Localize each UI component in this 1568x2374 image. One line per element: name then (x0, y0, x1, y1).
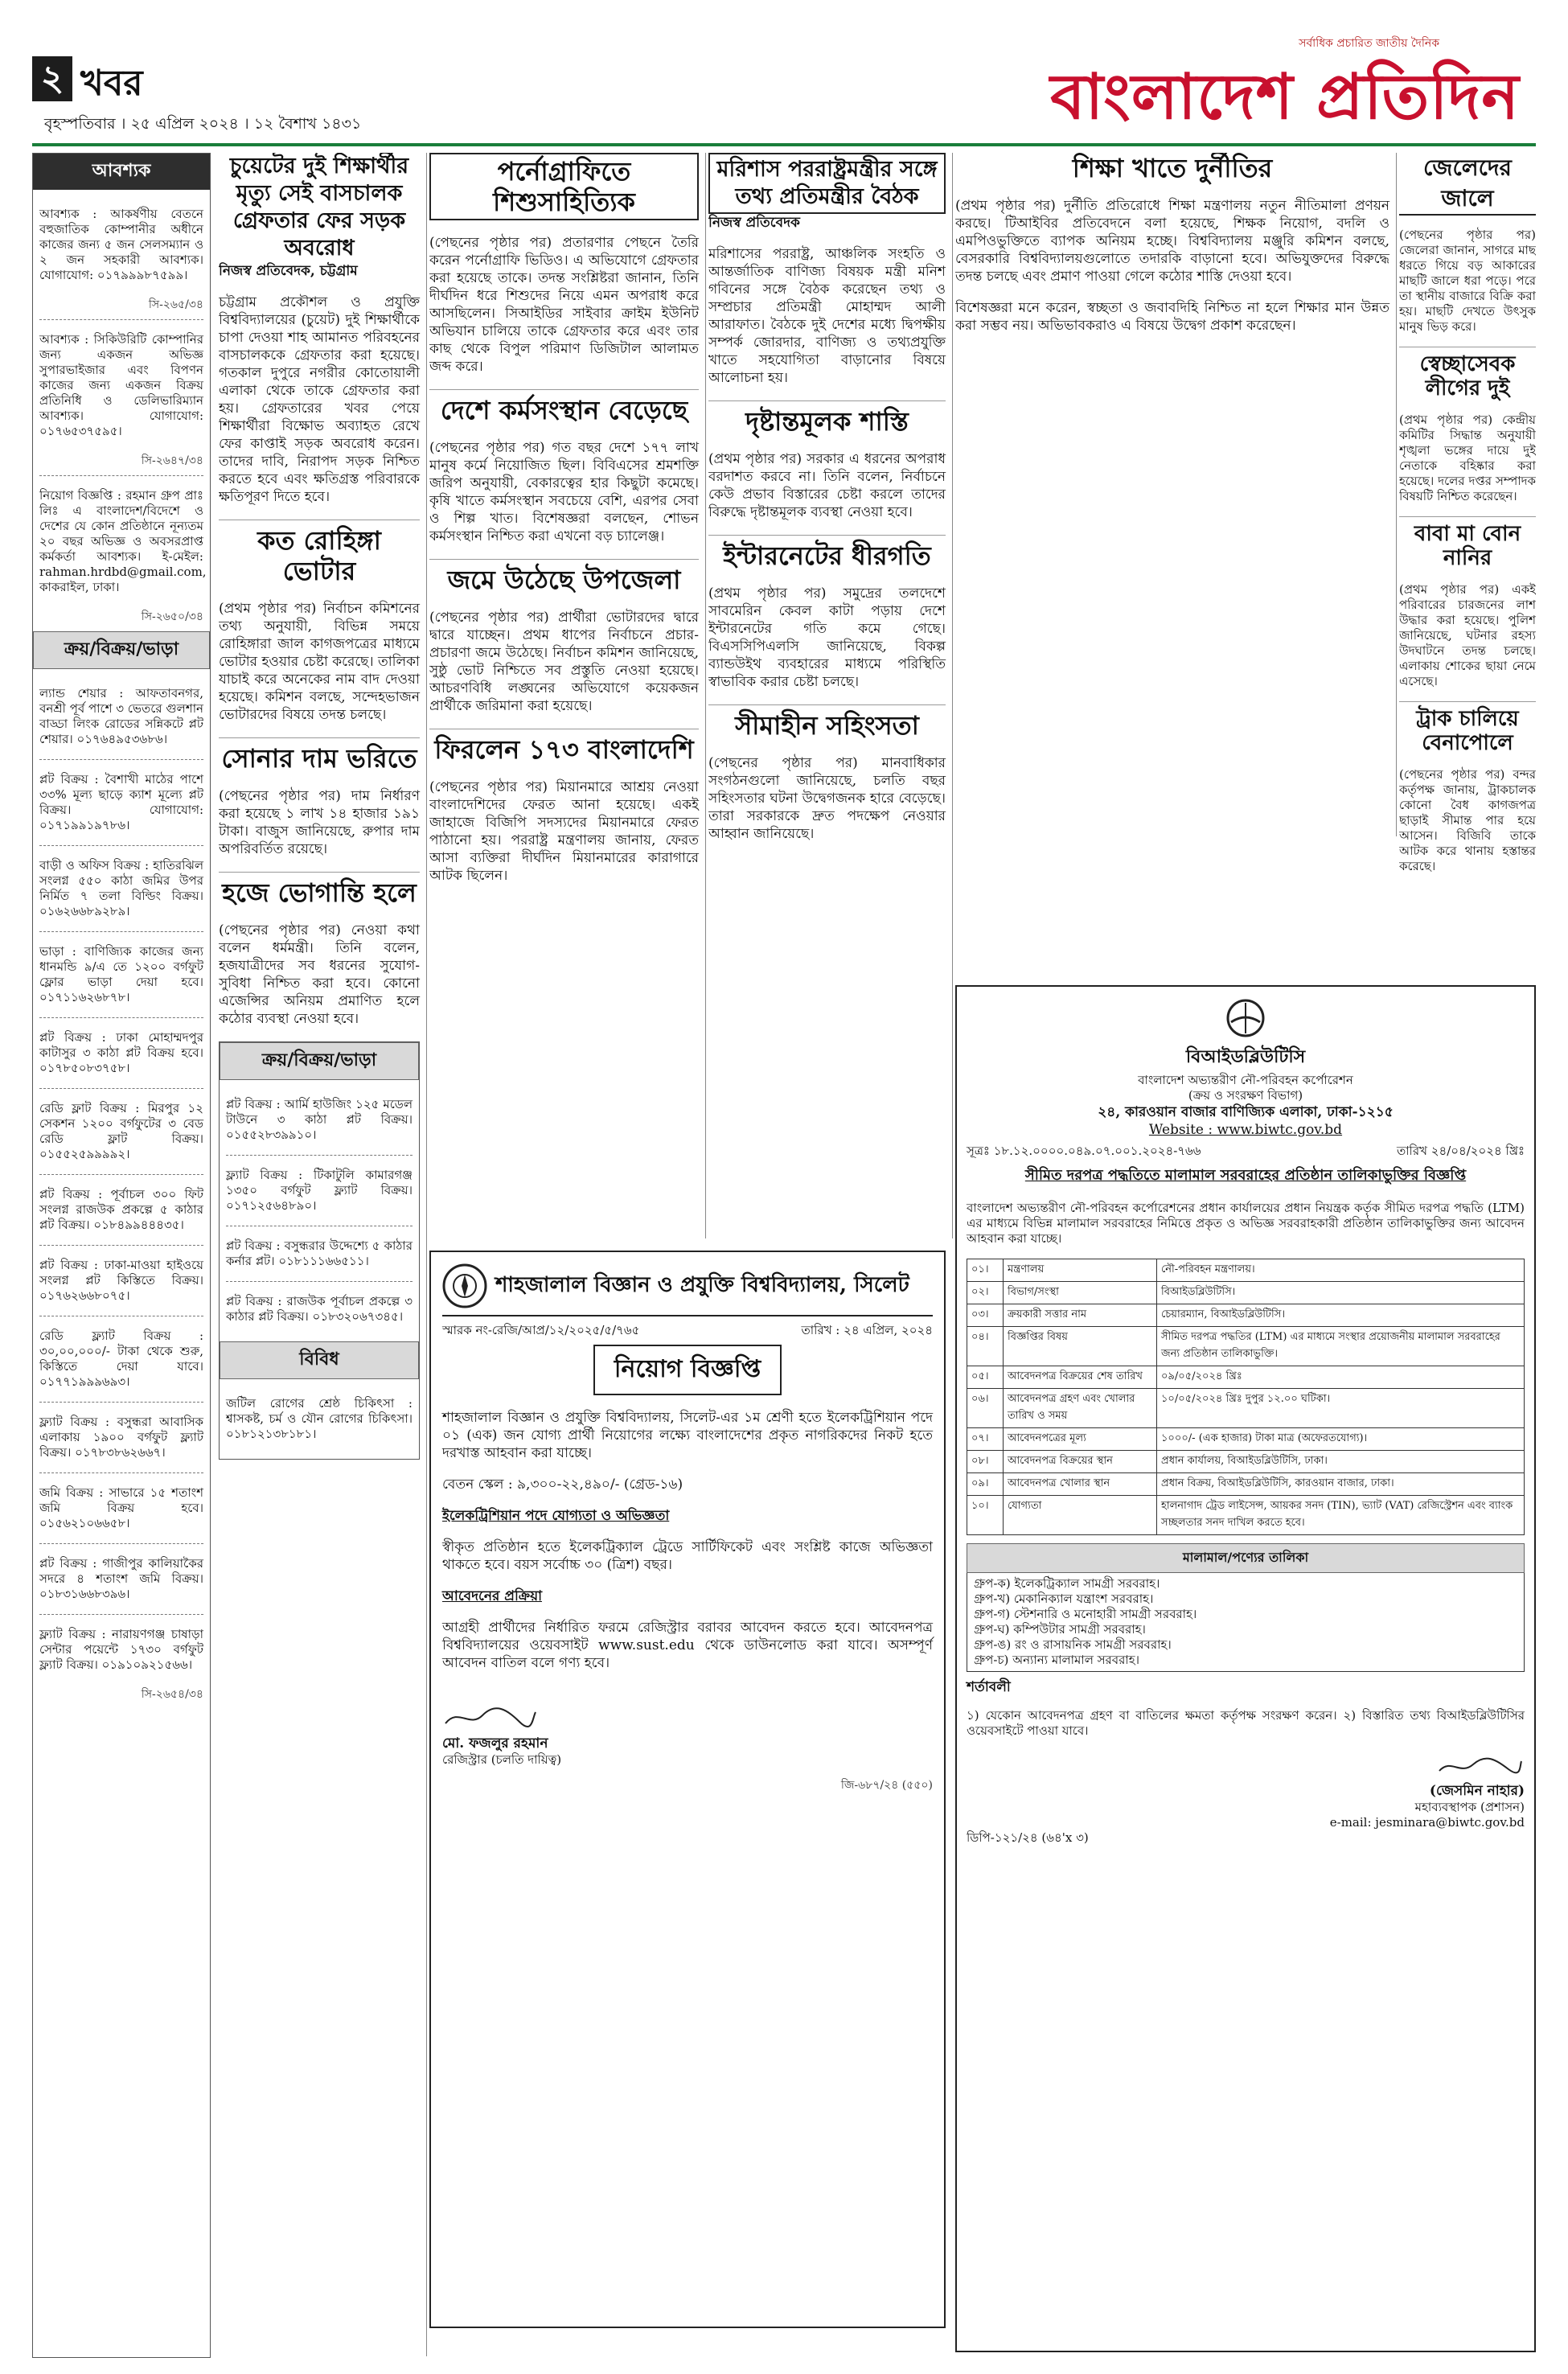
headline: শিক্ষা খাতে দুর্নীতির (1072, 153, 1273, 183)
tender-info-value: সীমিত দরপত্র পদ্ধতির (LTM) এর মাধ্যমে সংস্থার প্রয়োজনীয় মালামাল সরবরাহের জন্য প্রতিষ্ঠান তালিকাভুক্তি। (1157, 1327, 1525, 1366)
apply-body: আগ্রহী প্রার্থীদের নির্ধারিত ফরমে রেজিস্ট্রার বরাবর আবেদন করতে হবে। আবেদনপত্র বিশ্ববিদ্যালয়ের ওয়েবসাইট www.sust.edu থেকে ডাউনলোড করা যাবে। অসম্পূর্ণ আবেদন বাতিল বলে গণ্য হবে। (442, 1620, 933, 1671)
tender-info-row (967, 1428, 1525, 1451)
tender-info-row (967, 1473, 1525, 1496)
headline: জমে উঠেছে উপজেলা (429, 559, 699, 595)
tender-info-no: ০৭। (967, 1428, 1004, 1451)
article-body: (প্রথম পৃষ্ঠার পর) সমুদ্রের তলদেশে সাবমেরিন কেবল কাটা পড়ায় দেশে ইন্টারনেটের গতি কমে গেছে। বিএসসিপিএলসি জানিয়েছে, বিকল্প ব্যান্ডউইথ ব্যবহারের মাধ্যমে পরিস্থিতি স্বাভাবিক করার চেষ্টা চলছে। (708, 585, 946, 690)
classified-item: প্লট বিক্রয় : পূর্বাচল ৩০০ ফিট সংলগ্ন রাজউক প্রকল্পে ৫ কাঠার প্লট বিক্রয়। ০১৮৪৯৯৪৪৪৩৫। (39, 1187, 203, 1232)
notes-body: ১) যেকোন আবেদনপত্র গ্রহণ বা বাতিলের ক্ষমতা কর্তৃপক্ষ সংরক্ষণ করেন। ২) বিস্তারিত তথ্য বিআইডব্লিউটিসির ওয়েবসাইটে পাওয়া যাবে। (967, 1708, 1525, 1738)
classified-item: প্লট বিক্রয় : রাজউক পূর্বাচল প্রকল্পে ৩ কাঠার প্লট বিক্রয়। ০১৮৩২০৬৭৩৪৫। (226, 1294, 413, 1324)
headline: সোনার দাম ভরিতে (219, 737, 420, 774)
classified-needed-header: আবশ্যক (33, 154, 210, 190)
classified-item: ভাড়া : বাণিজ্যিক কাজের জন্য ধানমন্ডি ৯/এ তে ১২০০ বর্গফুট ফ্লোর ভাড়া দেয়া হবে। ০১৭১১৬২৬৮৭৮। (39, 944, 203, 1004)
classified-column (32, 153, 211, 2358)
goods-item: গ্রুপ-ক) ইলেকট্রিক্যাল সামগ্রী সরবরাহ। (974, 1576, 1160, 1591)
article-body: (প্রথম পৃষ্ঠার পর) নির্বাচন কমিশনের তথ্য অনুযায়ী, বিভিন্ন সময়ে রোহিঙ্গারা জাল কাগজপত্রের মাধ্যমে ভোটার হওয়ার চেষ্টা করেছে। তালিকা যাচাই করে অনেকের নাম বাদ দেওয়া হয়েছে। কমিশন বলছে, সন্দেহভাজন ভোটারদের বিষয়ে তদন্ত চলছে। (219, 601, 420, 723)
ad-date: তারিখ : ২৪ এপ্রিল, ২০২৪ (801, 1323, 933, 1337)
tender-info-row (967, 1259, 1525, 1282)
article-body: (পেছনের পৃষ্ঠার পর) জেলেরা জানান, সাগরে মাছ ধরতে গিয়ে বড় আকারের মাছটি জালে ধরা পড়ে। পরে তা স্থানীয় বাজারে বিক্রি করা হয়। মাছটি দেখতে উৎসুক মানুষ ভিড় করে। (1399, 228, 1536, 334)
tender-info-label: যোগ্যতা (1004, 1496, 1157, 1535)
tender-info-no: ০১। (967, 1259, 1004, 1282)
classified-item: আবশ্যক : সিকিউরিটি কোম্পানির জন্য একজন অভিজ্ঞ সুপারভাইজার এবং বিপণন কাজের জন্য একজন বিক্রয় প্রতিনিধি ও ডেলিভারিম্যান আবশ্যক। যোগাযোগ: ০১৭৬৫৩৭৫৯৫। (39, 332, 203, 438)
qualification-title: ইলেকট্রিশিয়ান পদে যোগ্যতা ও অভিজ্ঞতা (442, 1508, 670, 1524)
goods-header: মালামাল/পণ্যের তালিকা (967, 1543, 1525, 1573)
ad-intro: বাংলাদেশ অভ্যন্তরীণ নৌ-পরিবহন কর্পোরেশনের প্রধান কার্যালয়ের প্রধান নিয়ন্ত্রক কর্তৃক সীমিত দরপত্র পদ্ধতি (LTM) এর মাধ্যমে বিভিন্ন মালামাল সরবরাহের নিমিত্তে প্রকৃত ও অভিজ্ঞ সরবরাহকারী প্রতিষ্ঠান তালিকাভুক্তির জন্য আবেদন আহবান করা যাচ্ছে। (967, 1201, 1525, 1246)
tender-info-value: ১০/০৫/২০২৪ খ্রিঃ দুপুর ১২.০০ ঘটিকা। (1157, 1389, 1525, 1428)
headline: কত রোহিঙ্গা ভোটার (219, 520, 420, 586)
article-body: (পেছনের পৃষ্ঠার পর) দাম নির্ধারণ করা হয়েছে ১ লাখ ১৪ হাজার ১৯১ টাকা। বাজুস জানিয়েছে, রুপার দাম অপরিবর্তিত রয়েছে। (219, 788, 420, 857)
classified-ref: সি-২৬৫০/৩৪ (141, 610, 203, 623)
tender-info-row (967, 1366, 1525, 1389)
tender-info-row (967, 1304, 1525, 1327)
org-name: বিআইডব্লিউটিসি (1185, 1046, 1306, 1067)
headline: মরিশাস পররাষ্ট্রমন্ত্রীর সঙ্গে তথ্য প্রতিমন্ত্রীর বৈঠক (708, 153, 946, 214)
tender-info-no: ০৫। (967, 1366, 1004, 1389)
article-body: (প্রথম পৃষ্ঠার পর) একই পরিবারের চারজনের লাশ উদ্ধার করা হয়েছে। পুলিশ জানিয়েছে, ঘটনার রহস্য উদঘাটনে তদন্ত চলছে। এলাকায় শোকের ছায়া নেমে এসেছে। (1399, 582, 1536, 688)
ad-title: নিয়োগ বিজ্ঞপ্তি (593, 1345, 782, 1395)
tender-info-label: আবেদনপত্র বিক্রয়ের স্থান (1004, 1451, 1157, 1473)
notes-header: শর্তাবলী (967, 1679, 1011, 1695)
tender-info-value: বিআইডব্লিউটিসি। (1157, 1282, 1525, 1304)
news-column-2 (219, 153, 427, 2356)
signatory-title: রেজিস্ট্রার (চলতি দায়িত্ব) (442, 1752, 562, 1767)
tender-info-value: ১০০০/- (এক হাজার) টাকা মাত্র (অফেরতযোগ্য)। (1157, 1428, 1525, 1451)
classified-item: জমি বিক্রয় : সাভারে ১৫ শতাংশ জমি বিক্রয় হবে। ০১৫৬২১০৬৬৫৮। (39, 1485, 203, 1530)
headline: স্বেচ্ছাসেবক লীগের দুই (1399, 347, 1536, 400)
signatory-title: মহাব্যবস্থাপক (প্রশাসন) (1414, 1800, 1525, 1814)
article-body: বিশেষজ্ঞরা মনে করেন, স্বচ্ছতা ও জবাবদিহি নিশ্চিত না হলে শিক্ষার মান উন্নত করা সম্ভব নয়। অভিভাবকরাও এ বিষয়ে উদ্বেগ প্রকাশ করেছেন। (955, 300, 1389, 334)
sust-job-ad (429, 1251, 946, 2328)
tender-info-no: ০২। (967, 1282, 1004, 1304)
goods-item: গ্রুপ-চ) অন্যান্য মালামাল সরবরাহ। (974, 1653, 1140, 1667)
classified-item: ফ্ল্যাট বিক্রয় : টিকাটুলি কামারগঞ্জ ১৩৫০ বর্গফুট ফ্ল্যাট বিক্রয়। ০১৭১২৫৬৪৮৯০। (226, 1168, 413, 1213)
headline: দেশে কর্মসংস্থান বেড়েছে (429, 389, 699, 425)
article-body: (পেছনের পৃষ্ঠার পর) গত বছর দেশে ১৭৭ লাখ মানুষ কর্মে নিয়োজিত ছিল। বিবিএসের শ্রমশক্তি জরিপ অনুযায়ী, বেকারত্বের হার কিছুটা কমেছে। কৃষি খাতে কর্মসংস্থান সবচেয়ে বেশি, এরপর সেবা ও শিল্প খাত। বিশেষজ্ঞরা বলছেন, শোভন কর্মসংস্থান নিশ্চিত করা এখনো বড় চ্যালেঞ্জ। (429, 440, 699, 544)
tender-info-no: ০৪। (967, 1327, 1004, 1366)
university-name: শাহজালাল বিজ্ঞান ও প্রযুক্তি বিশ্ববিদ্যালয়, সিলেট (495, 1273, 909, 1297)
signature-icon (442, 1704, 539, 1731)
article-body: (পেছনের পৃষ্ঠার পর) প্রতারণার পেছনে তৈরি করেন পর্নোগ্রাফি ভিডিও। এ অভিযোগে গ্রেফতার করা হয়েছে তাকে। তদন্ত সংশ্লিষ্টরা জানান, তিনি দীর্ঘদিন ধরে শিশুদের নিয়ে এমন অপরাধ করে আসছিলেন। সিআইডির সাইবার ক্রাইম ইউনিট অভিযান চালিয়ে তাকে গ্রেফতার করে এবং তার কাছ থেকে বিপুল পরিমাণ ডিজিটাল আলামত জব্দ করে। (429, 235, 699, 375)
classified-item: প্লট বিক্রয় : আর্মি হাউজিং ১২৫ মডেল টাউনে ৩ কাঠা প্লট বিক্রয়। ০১৫৫২৮৩৯৯১০। (226, 1097, 413, 1142)
article-body: (প্রথম পৃষ্ঠার পর) সরকার এ ধরনের অপরাধ বরদাশত করবে না। তিনি বলেন, নির্বাচনে কেউ প্রভাব বিস্তারের চেষ্টা করলে তাদের বিরুদ্ধে দৃষ্টান্তমূলক ব্যবস্থা নেওয়া হবে। (708, 451, 946, 520)
classified-item: জটিল রোগের শ্রেষ্ঠ চিকিৎসা : শ্বাসকষ্ট, চর্ম ও যৌন রোগের চিকিৎসা। ০১৮১২১৩৮১৮১। (226, 1396, 413, 1441)
headline: জেলেদের জালে (1399, 153, 1536, 216)
byline: নিজস্ব প্রতিবেদক (708, 215, 800, 231)
headline: সীমাহীন সহিংসতা (708, 704, 946, 741)
org-website[interactable]: Website : www.biwtc.gov.bd (1148, 1122, 1343, 1138)
headline: দৃষ্টান্তমূলক শাস্তি (708, 400, 946, 437)
classified-item: প্লট বিক্রয় : বসুন্ধরার উদ্দেশ্যে ৫ কাঠার কর্নার প্লট। ০১৮১১১৬৬৫১১। (226, 1238, 413, 1268)
classified-item: প্লট বিক্রয় : ঢাকা-মাওয়া হাইওয়ে সংলগ্ন প্লট কিস্তিতে বিক্রয়। ০১৭৬২৬৬৮০৭৫। (39, 1258, 203, 1303)
tender-info-row (967, 1496, 1525, 1535)
article-body: (প্রথম পৃষ্ঠার পর) কেন্দ্রীয় কমিটির সিদ্ধান্ত অনুযায়ী শৃঙ্খলা ভঙ্গের দায়ে দুই নেতাকে বহিষ্কার করা হয়েছে। দলের দপ্তর সম্পাদক বিষয়টি নিশ্চিত করেছেন। (1399, 413, 1536, 503)
signature-icon (1436, 1755, 1525, 1779)
tender-info-label: বিজ্ঞপ্তির বিষয় (1004, 1327, 1157, 1366)
tender-info-value: চেয়ারম্যান, বিআইডব্লিউটিসি। (1157, 1304, 1525, 1327)
page-number: ২ (32, 56, 72, 101)
headline: চুয়েটের দুই শিক্ষার্থীর মৃত্যু সেই বাসচালক গ্রেফতার ফের সড়ক অবরোধ (229, 154, 409, 261)
article-body: (প্রথম পৃষ্ঠার পর) দুর্নীতি প্রতিরোধে শিক্ষা মন্ত্রণালয় নতুন নীতিমালা প্রণয়ন করছে। টিআইবির প্রতিবেদনে বলা হয়েছে, শিক্ষক নিয়োগ, বদলি ও এমপিওভুক্তিতে ব্যাপক অনিয়ম হচ্ছে। বিশ্ববিদ্যালয় মঞ্জুরি কমিশন বলছে, বেসরকারি বিশ্ববিদ্যালয়গুলোতে তদারকি বাড়ানো হবে। অভিযুক্তদের বিরুদ্ধে তদন্ত চলছে এবং প্রমাণ পাওয়া গেলে কঠোর শাস্তি দেওয়া হবে। (955, 198, 1389, 285)
classified-item: রেডি ফ্লাট বিক্রয় : মিরপুর ১২ সেকশন ১২০০ বর্গফুটের ৩ বেড রেডি ফ্লাট বিক্রয়। ০১৫৫২৫৯৯৯৯২। (39, 1101, 203, 1161)
tender-info-no: ১০। (967, 1496, 1004, 1535)
tender-info-label: আবেদনপত্র খোলার স্থান (1004, 1473, 1157, 1496)
ad-code: ডিপি-১২১/২৪ (৬৪'x ৩) (967, 1830, 1089, 1845)
news-column-5 (955, 153, 1397, 836)
classified-item: নিয়োগ বিজ্ঞপ্তি : রহমান গ্রুপ প্রাঃ লিঃ এ বাংলাদেশ/বিদেশে ও দেশের যে কোন প্রতিষ্ঠানে নূন্যতম ২০ বছর অভিজ্ঞ ও অবসরপ্রাপ্ত কর্মকর্তা আবশ্যক। ই-মেইল: rahman.hrdbd@gmail.com, কাকরাইল, ঢাকা। (39, 488, 207, 594)
tender-info-table (967, 1259, 1525, 1535)
tender-info-no: ০৯। (967, 1473, 1004, 1496)
tender-info-label: আবেদনপত্র বিক্রয়ের শেষ তারিখ (1004, 1366, 1157, 1389)
classified-misc-header: বিবিধ (220, 1341, 419, 1379)
news-column-3 (429, 153, 706, 1238)
apply-title: আবেদনের প্রক্রিয়া (442, 1588, 543, 1604)
ad-intro: শাহজালাল বিজ্ঞান ও প্রযুক্তি বিশ্ববিদ্যালয়, সিলেট-এর ১ম শ্রেণী হতে ইলেকট্রিশিয়ান পদে ০১ (এক) জন যোগ্য প্রার্থী নিয়োগের লক্ষ্যে বাংলাদেশের প্রকৃত নাগরিকদের নিকট হতে দরখাস্ত আহবান করা যাচ্ছে। (442, 1410, 933, 1461)
tender-info-label: আবেদনপত্রের মূল্য (1004, 1428, 1157, 1451)
tender-info-no: ০৩। (967, 1304, 1004, 1327)
newspaper-logo: বাংলাদেশ প্রতিদিন (1050, 60, 1520, 133)
memo-number: সূত্রঃ ১৮.১২.০০০০.০৪৯.০৭.০০১.২০২৪-৭৬৬ (967, 1144, 1201, 1158)
article-body: মরিশাসের পররাষ্ট্র, আঞ্চলিক সংহতি ও আন্তর্জাতিক বাণিজ্য বিষয়ক মন্ত্রী মনিশ গবিনের সঙ্গে বৈঠক করেছেন তথ্য ও সম্প্রচার প্রতিমন্ত্রী মোহাম্মদ আলী আরাফাত। বৈঠকে দুই দেশের মধ্যে দ্বিপক্ষীয় সম্পর্ক জোরদার, বাণিজ্য ও তথ্যপ্রযুক্তি খাতে সহযোগিতা বাড়ানোর বিষয়ে আলোচনা হয়। (708, 246, 946, 386)
classified-item: ল্যান্ড শেয়ার : আফতাবনগর, বনশ্রী পূর্ব পাশে ৩ ভেতরে গুলশান বাড্ডা লিংক রোডের সন্নিকটে প্লট শেয়ার। ০১৭৬৪৯৫৩৬৮৬। (39, 686, 203, 746)
dateline: বৃহস্পতিবার । ২৫ এপ্রিল ২০২৪ । ১২ বৈশাখ ১৪৩১ (44, 115, 362, 133)
article-body: (পেছনের পৃষ্ঠার পর) মানবাধিকার সংগঠনগুলো জানিয়েছে, চলতি বছর সহিংসতার ঘটনা উদ্বেগজনক হারে বেড়েছে। তারা সরকারকে দ্রুত পদক্ষেপ নেওয়ার আহ্বান জানিয়েছে। (708, 755, 946, 842)
headline: হজে ভোগান্তি হলে (219, 872, 420, 908)
classified-ref: সি-২৬৪৭/৩৪ (141, 454, 203, 467)
classified-item: বাড়ী ও অফিস বিক্রয় : হাতিরঝিল সংলগ্ন ৫৫০ কাঠা জমির উপর নির্মিত ৭ তলা বিল্ডিং বিক্রয়। ০১৬২৬৬৮৯২৮৯। (39, 858, 203, 918)
classified-item: প্লট বিক্রয় : বৈশাখী মাঠের পাশে ৩৩% মূল্য ছাড়ে ক্যাশ মূল্যে প্লট বিক্রয়। যোগাযোগ: ০১৭১৯৯১৯৭৮৬। (39, 772, 203, 832)
goods-item: গ্রুপ-খ) মেকানিক্যাল যন্ত্রাংশ সরবরাহ। (974, 1592, 1154, 1606)
article-body: (পেছনের পৃষ্ঠার পর) বন্দর কর্তৃপক্ষ জানায়, ট্রাকচালক কোনো বৈধ কাগজপত্র ছাড়াই সীমান্ত পার হয়ে আসেন। বিজিবি তাকে আটক করে থানায় হস্তান্তর করেছে। (1399, 767, 1536, 873)
memo-number: স্মারক নং-রেজি/আপ্র/১২/২০২৫/৫/৭৬৫ (442, 1323, 640, 1337)
page-section-label: খবর (80, 63, 143, 104)
biwtc-logo-icon (1224, 996, 1267, 1040)
classified-item: প্লট বিক্রয় : ঢাকা মোহাম্মদপুর কাটাসুর ৩ কাঠা প্লট বিক্রয় হবে। ০১৭৮৫০৮৩৭৫৮। (39, 1030, 203, 1075)
headline: ইন্টারনেটের ধীরগতি (708, 535, 946, 571)
classified-ref: সি-২৬৫/৩৪ (148, 298, 203, 311)
article-body: (পেছনের পৃষ্ঠার পর) প্রার্থীরা ভোটারদের দ্বারে দ্বারে যাচ্ছেন। প্রথম ধাপের নির্বাচনে প্রচার-প্রচারণা জমে উঠেছে। নির্বাচন কমিশন জানিয়েছে, সুষ্ঠু ভোট নিশ্চিতে সব প্রস্তুতি নেওয়া হয়েছে। আচরণবিধি লঙ্ঘনের অভিযোগে কয়েকজন প্রার্থীকে জরিমানা করা হয়েছে। (429, 610, 699, 714)
org-full-name: বাংলাদেশ অভ্যন্তরীণ নৌ-পরিবহন কর্পোরেশন (1138, 1073, 1353, 1087)
biwtc-tender-ad (955, 985, 1536, 2352)
article-body: (পেছনের পৃষ্ঠার পর) মিয়ানমারে আশ্রয় নেওয়া বাংলাদেশিদের ফেরত আনা হয়েছে। একই জাহাজে বিজিপি সদস্যদের মিয়ানমারে ফেরত পাঠানো হয়। পররাষ্ট্র মন্ত্রণালয় জানায়, ফেরত আসা ব্যক্তিরা দীর্ঘদিন মিয়ানমারের কারাগারে আটক ছিলেন। (429, 779, 699, 884)
ad-date: তারিখ ২৪/০৪/২০২৪ খ্রিঃ (1396, 1144, 1525, 1158)
classified-item: আবশ্যক : আকর্ষণীয় বেতনে বহুজাতিক কোম্পানীর অধীনে কাজের জন্য ৫ জন সেলসম্যান ও ২ জন সহকারী আবশ্যক। যোগাযোগ: ০১৭৯৯৯৮৭৫৯৯। (39, 207, 203, 282)
headline: বাবা মা বোন নানির (1399, 516, 1536, 570)
ad-code: জি-৬৮৭/২৪ (৫৫০) (840, 1779, 933, 1792)
university-seal-icon (442, 1263, 487, 1308)
headline: ট্রাক চালিয়ে বেনাপোলে (1399, 701, 1536, 755)
signatory-name: (জেসমিন নাহার) (1429, 1783, 1525, 1799)
classified-item: রেডি ফ্ল্যাট বিক্রয় : ৩০,০০,০০০/- টাকা থেকে শুরু, কিস্তিতে দেয়া যাবে। ০১৭৭১৯৯৯৬৯৩। (39, 1329, 203, 1389)
classified-box (219, 1041, 420, 1460)
salary-scale: বেতন স্কেল : ৯,৩০০-২২,৪৯০/- (গ্রেড-১৬) (442, 1477, 683, 1493)
classified-item: ফ্ল্যাট বিক্রয় : নারায়ণগঞ্জ চাষাড়া সেন্টার পয়েন্টে ১৭৩০ বর্গফুট ফ্ল্যাট বিক্রয়। ০১৯১০৯২১৫৬৬। (39, 1627, 203, 1672)
tender-info-label: ক্রয়কারী সত্তার নাম (1004, 1304, 1157, 1327)
qualification-body: স্বীকৃত প্রতিষ্ঠান হতে ইলেকট্রিক্যাল ট্রেডে সার্টিফিকেট এবং সংশ্লিষ্ট কাজে অভিজ্ঞতা থাকতে হবে। বয়স সর্বোচ্চ ৩০ (ত্রিশ) বছর। (442, 1539, 933, 1573)
article-body: (পেছনের পৃষ্ঠার পর) নেওয়া কথা বলেন ধর্মমন্ত্রী। তিনি বলেন, হজযাত্রীদের সব ধরনের সুযোগ-সুবিধা নিশ্চিত করা হবে। কোনো এজেন্সির অনিয়ম প্রমাণিত হলে কঠোর ব্যবস্থা নেওয়া হবে। (219, 922, 420, 1027)
ad-title: সীমিত দরপত্র পদ্ধতিতে মালামাল সরবরাহের প্রতিষ্ঠান তালিকাভুক্তির বিজ্ঞপ্তি (1024, 1167, 1467, 1184)
news-column-6 (1399, 153, 1536, 973)
signatory-name: মো. ফজলুর রহমান (442, 1735, 548, 1752)
tender-info-row (967, 1327, 1525, 1366)
tender-info-value: নৌ-পরিবহন মন্ত্রণালয়। (1157, 1259, 1525, 1282)
classified-ref: সি-২৬৫৪/৩৪ (141, 1688, 203, 1701)
tender-info-label: আবেদনপত্র গ্রহণ এবং খোলার তারিখ ও সময় (1004, 1389, 1157, 1428)
tender-info-row (967, 1282, 1525, 1304)
org-address: ২৪, কারওয়ান বাজার বাণিজ্যিক এলাকা, ঢাকা-১২১৫ (1098, 1104, 1394, 1120)
headline: পর্নোগ্রাফিতে শিশুসাহিত্যিক (429, 153, 699, 220)
goods-item: গ্রুপ-ঘ) কম্পিউটার সামগ্রী সরবরাহ। (974, 1622, 1146, 1637)
signatory-email[interactable]: e-mail: jesminara@biwtc.gov.bd (1329, 1815, 1525, 1830)
masthead-rule (32, 143, 1536, 146)
tender-info-value: প্রধান বিক্রয়, বিআইডব্লিউটিসি, কারওয়ান বাজার, ঢাকা। (1157, 1473, 1525, 1496)
headline: ফিরলেন ১৭৩ বাংলাদেশি (429, 729, 699, 765)
classified-sale-header: ক্রয়/বিক্রয়/ভাড়া (33, 631, 210, 669)
logo-tagline: সর্বাধিক প্রচারিত জাতীয় দৈনিক (1299, 37, 1439, 50)
tender-info-no: ০৬। (967, 1389, 1004, 1428)
tender-info-no: ০৮। (967, 1451, 1004, 1473)
tender-info-row (967, 1389, 1525, 1428)
classified-item: প্লট বিক্রয় : গাজীপুর কালিয়াকৈর সদরে ৪ শতাংশ জমি বিক্রয়। ০১৮৩১৬৬৮৩৯৬। (39, 1556, 203, 1601)
goods-item: গ্রুপ-গ) স্টেশনারি ও মনোহারী সামগ্রী সরবরাহ। (974, 1607, 1197, 1621)
classified-item: ফ্ল্যাট বিক্রয় : বসুন্ধরা আবাসিক এলাকায় ১৯০০ বর্গফুট ফ্ল্যাট বিক্রয়। ০১৭৮৩৮৬২৬৬৭। (39, 1415, 203, 1460)
tender-info-label: বিভাগ/সংস্থা (1004, 1282, 1157, 1304)
tender-info-value: ০৯/০৫/২০২৪ খ্রিঃ (1157, 1366, 1525, 1389)
tender-info-label: মন্ত্রণালয় (1004, 1259, 1157, 1282)
org-sub: (ক্রয় ও সংরক্ষণ বিভাগ) (1188, 1088, 1303, 1103)
tender-info-row (967, 1451, 1525, 1473)
article-body: চট্টগ্রাম প্রকৌশল ও প্রযুক্তি বিশ্ববিদ্যালয়ের (চুয়েট) দুই শিক্ষার্থীকে চাপা দেওয়া শাহ আমানত পরিবহনের বাসচালককে গ্রেফতার করা হয়েছে। গতকাল দুপুরে নগরীর কোতোয়ালী এলাকা থেকে তাকে গ্রেফতার করা হয়। গ্রেফতারের খবর পেয়ে শিক্ষার্থীরা বিক্ষোভ অব্যাহত রেখে ফের কাপ্তাই সড়ক অবরোধ করেন। তাদের দাবি, নিরাপদ সড়ক নিশ্চিত করতে হবে এবং ক্ষতিগ্রস্ত পরিবারকে ক্ষতিপূরণ দিতে হবে। (219, 294, 420, 505)
tender-info-value: হালনাগাদ ট্রেড লাইসেন্স, আয়কর সনদ (TIN), ভ্যাট (VAT) রেজিস্ট্রেশন এবং ব্যাংক সচ্ছলতার সনদ দাখিল করতে হবে। (1157, 1496, 1525, 1535)
classified-sale-header: ক্রয়/বিক্রয়/ভাড়া (220, 1042, 419, 1080)
goods-item: গ্রুপ-ঙ) রং ও রাসায়নিক সামগ্রী সরবরাহ। (974, 1637, 1172, 1652)
news-column-4 (708, 153, 953, 1238)
tender-info-value: প্রধান কার্যালয়, বিআইডব্লিউটিসি, ঢাকা। (1157, 1451, 1525, 1473)
byline: নিজস্ব প্রতিবেদক, চট্টগ্রাম (219, 263, 358, 279)
